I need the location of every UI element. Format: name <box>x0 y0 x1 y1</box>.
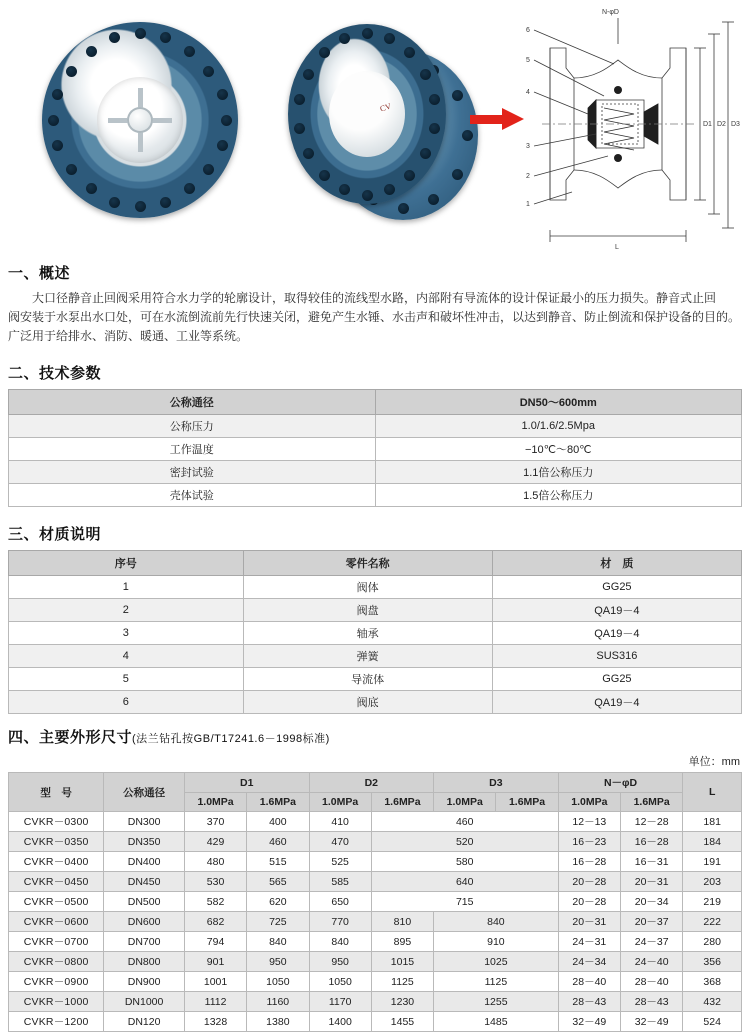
material-cell: QA19－4 <box>492 691 741 714</box>
dim-cell: DN800 <box>104 952 185 972</box>
dim-cell: 28－40 <box>558 972 620 992</box>
svg-text:2: 2 <box>526 173 530 180</box>
material-cell: QA19－4 <box>492 599 741 622</box>
dim-cell: CVKR－0800 <box>9 952 104 972</box>
material-cell: 阀体 <box>243 576 492 599</box>
dimensions-heading-note: (法兰钻孔按GB/T17241.6－1998标准) <box>132 733 330 745</box>
section-heading-dimensions <box>8 726 750 747</box>
dimensions-heading-text: 四、主要外形尺寸 <box>8 729 133 746</box>
dim-col-d1: D1 <box>184 773 309 793</box>
dim-cell: 895 <box>371 932 433 952</box>
overview-paragraph-2 <box>8 308 742 327</box>
dimensions-table <box>8 772 742 1032</box>
dim-cell: 1015 <box>371 952 433 972</box>
dim-cell: DN500 <box>104 892 185 912</box>
dim-cell: 24－34 <box>558 952 620 972</box>
dim-col-dn: 公称通径 <box>104 773 185 812</box>
dim-sub-7: 1.6MPa <box>620 793 682 812</box>
valve-photo-front <box>42 22 238 218</box>
table-row <box>9 484 742 507</box>
dim-cell: 460 <box>371 812 558 832</box>
svg-text:5: 5 <box>526 57 530 64</box>
table-row <box>9 912 742 932</box>
dim-cell: 715 <box>371 892 558 912</box>
table-row-header <box>9 551 742 576</box>
tech-value-2: −10℃～80℃ <box>375 438 742 461</box>
svg-text:D2: D2 <box>717 121 726 128</box>
material-cell: 3 <box>9 622 244 645</box>
dim-cell: 432 <box>683 992 742 1012</box>
dim-cell: 515 <box>247 852 309 872</box>
dim-cell: 20－28 <box>558 892 620 912</box>
dim-cell: 429 <box>184 832 246 852</box>
material-cell: 导流体 <box>243 668 492 691</box>
dim-cell: CVKR－0450 <box>9 872 104 892</box>
dim-cell: 16－31 <box>620 852 682 872</box>
svg-text:L: L <box>615 244 619 251</box>
svg-text:4: 4 <box>526 89 530 96</box>
dim-sub-0: 1.0MPa <box>184 793 246 812</box>
table-row-header <box>9 773 742 793</box>
dim-cell: 1170 <box>309 992 371 1012</box>
overview-text-2: 阀安装于水泵出水口处，可在水流倒流前先行快速关闭，避免产生水锤、水击声和破坏性冲击，以达到静音、防止倒流和保护设备的目的。 <box>8 310 741 324</box>
dim-cell: 1025 <box>434 952 559 972</box>
table-row <box>9 1012 742 1032</box>
dim-sub-2: 1.0MPa <box>309 793 371 812</box>
valve-body-marking: CV <box>378 101 392 114</box>
material-cell: 阀底 <box>243 691 492 714</box>
dim-col-l: L <box>683 773 742 812</box>
dim-cell: DN400 <box>104 852 185 872</box>
dim-cell: 840 <box>247 932 309 952</box>
dim-col-model: 型 号 <box>9 773 104 812</box>
dim-cell: 585 <box>309 872 371 892</box>
dim-cell: 1125 <box>434 972 559 992</box>
dim-cell: 191 <box>683 852 742 872</box>
overview-text-3: 广泛用于给排水、消防、暖通、工业等系统。 <box>8 329 249 343</box>
dim-cell: 770 <box>309 912 371 932</box>
dim-cell: 565 <box>247 872 309 892</box>
dim-cell: 32－49 <box>558 1012 620 1032</box>
dim-cell: 28－40 <box>620 972 682 992</box>
valve-photo-front-small <box>288 24 446 204</box>
dim-cell: 219 <box>683 892 742 912</box>
material-cell: 2 <box>9 599 244 622</box>
table-row <box>9 832 742 852</box>
table-row <box>9 691 742 714</box>
table-row <box>9 932 742 952</box>
dim-col-d3: D3 <box>434 773 559 793</box>
table-row <box>9 852 742 872</box>
dim-sub-6: 1.0MPa <box>558 793 620 812</box>
dim-cell: 24－31 <box>558 932 620 952</box>
dim-cell: 1112 <box>184 992 246 1012</box>
product-image-band <box>0 0 750 262</box>
dim-sub-4: 1.0MPa <box>434 793 496 812</box>
dim-cell: 1160 <box>247 992 309 1012</box>
dim-cell: 12－28 <box>620 812 682 832</box>
dim-cell: 910 <box>434 932 559 952</box>
table-row <box>9 438 742 461</box>
dim-cell: 470 <box>309 832 371 852</box>
dim-cell: 400 <box>247 812 309 832</box>
material-cell: 阀盘 <box>243 599 492 622</box>
material-cell: QA19－4 <box>492 622 741 645</box>
table-row <box>9 576 742 599</box>
tech-label-1: 公称压力 <box>9 415 376 438</box>
table-row <box>9 972 742 992</box>
material-col-1: 零件名称 <box>243 551 492 576</box>
dim-cell: CVKR－0350 <box>9 832 104 852</box>
overview-text-1: 大口径静音止回阀采用符合水力学的轮廓设计，取得较佳的流线型水路，内部附有导流体的设计保证最小的压力损失。静音式止回 <box>32 291 717 305</box>
dim-cell: 525 <box>309 852 371 872</box>
table-row <box>9 599 742 622</box>
table-row-header <box>9 390 742 415</box>
dim-cell: 12－13 <box>558 812 620 832</box>
dim-cell: 1001 <box>184 972 246 992</box>
tech-params-table <box>8 389 742 507</box>
dim-cell: 1455 <box>371 1012 433 1032</box>
material-col-0: 序号 <box>9 551 244 576</box>
dim-cell: 280 <box>683 932 742 952</box>
dim-cell: 901 <box>184 952 246 972</box>
dim-cell: CVKR－0300 <box>9 812 104 832</box>
overview-paragraph-1 <box>8 289 742 308</box>
material-cell: 1 <box>9 576 244 599</box>
dim-cell: 840 <box>309 932 371 952</box>
material-cell: 弹簧 <box>243 645 492 668</box>
dim-cell: CVKR－1000 <box>9 992 104 1012</box>
valve-cross-section-drawing <box>518 4 746 256</box>
material-cell: GG25 <box>492 668 741 691</box>
svg-text:D1: D1 <box>703 121 712 128</box>
dimensions-units-label: 单位：mm <box>688 756 740 768</box>
tech-label-3: 密封试验 <box>9 461 376 484</box>
dim-cell: 1050 <box>247 972 309 992</box>
material-table <box>8 550 742 714</box>
dim-cell: 356 <box>683 952 742 972</box>
table-row <box>9 992 742 1012</box>
overview-paragraph-3 <box>8 327 742 346</box>
dim-sub-3: 1.6MPa <box>371 793 433 812</box>
dim-cell: 1230 <box>371 992 433 1012</box>
table-row <box>9 622 742 645</box>
table-row <box>9 952 742 972</box>
tech-value-1: 1.0/1.6/2.5Mpa <box>375 415 742 438</box>
dim-cell: 368 <box>683 972 742 992</box>
dim-cell: 1380 <box>247 1012 309 1032</box>
dim-sub-1: 1.6MPa <box>247 793 309 812</box>
dim-cell: 184 <box>683 832 742 852</box>
dim-cell: CVKR－0700 <box>9 932 104 952</box>
section-heading-material: 三、材质说明 <box>8 526 102 543</box>
svg-text:1: 1 <box>526 201 530 208</box>
dim-cell: 24－40 <box>620 952 682 972</box>
dim-cell: 16－23 <box>558 832 620 852</box>
dim-cell: DN450 <box>104 872 185 892</box>
svg-text:D3: D3 <box>731 121 740 128</box>
svg-text:6: 6 <box>526 27 530 34</box>
table-row <box>9 812 742 832</box>
dim-cell: 222 <box>683 912 742 932</box>
material-cell: GG25 <box>492 576 741 599</box>
valve-disc-small <box>329 71 405 157</box>
dim-cell: 20－34 <box>620 892 682 912</box>
valve-photo-pair <box>282 16 474 228</box>
dim-cell: 725 <box>247 912 309 932</box>
dim-cell: 1485 <box>434 1012 559 1032</box>
dim-cell: 181 <box>683 812 742 832</box>
dim-cell: DN120 <box>104 1012 185 1032</box>
dim-cell: 20－37 <box>620 912 682 932</box>
material-col-2: 材 质 <box>492 551 741 576</box>
dim-cell: 460 <box>247 832 309 852</box>
dim-cell: DN900 <box>104 972 185 992</box>
dim-cell: 410 <box>309 812 371 832</box>
section-heading-tech: 二、技术参数 <box>8 365 102 382</box>
dim-cell: DN600 <box>104 912 185 932</box>
dim-cell: 530 <box>184 872 246 892</box>
tech-label-4: 壳体试验 <box>9 484 376 507</box>
material-cell: 5 <box>9 668 244 691</box>
dim-cell: 20－31 <box>620 872 682 892</box>
material-cell: 4 <box>9 645 244 668</box>
dim-cell: 480 <box>184 852 246 872</box>
dim-cell: CVKR－0400 <box>9 852 104 872</box>
table-row <box>9 461 742 484</box>
dim-cell: 1255 <box>434 992 559 1012</box>
dim-cell: 20－31 <box>558 912 620 932</box>
dim-cell: CVKR－1200 <box>9 1012 104 1032</box>
dim-cell: 682 <box>184 912 246 932</box>
dim-sub-5: 1.6MPa <box>496 793 558 812</box>
tech-value-4: 1.5倍公称压力 <box>375 484 742 507</box>
table-row <box>9 872 742 892</box>
dim-cell: 1125 <box>371 972 433 992</box>
dim-cell: 640 <box>371 872 558 892</box>
dim-cell: CVKR－0500 <box>9 892 104 912</box>
dim-cell: 24－37 <box>620 932 682 952</box>
dim-cell: 524 <box>683 1012 742 1032</box>
section-heading-overview: 一、概述 <box>8 265 71 282</box>
dim-cell: 32－49 <box>620 1012 682 1032</box>
table-row <box>9 892 742 912</box>
dim-cell: 950 <box>309 952 371 972</box>
dim-cell: 1400 <box>309 1012 371 1032</box>
material-cell: SUS316 <box>492 645 741 668</box>
dim-cell: 16－28 <box>558 852 620 872</box>
table-row <box>9 668 742 691</box>
dim-cell: 1328 <box>184 1012 246 1032</box>
dim-cell: DN700 <box>104 932 185 952</box>
dim-cell: 620 <box>247 892 309 912</box>
material-cell: 6 <box>9 691 244 714</box>
dim-cell: 16－28 <box>620 832 682 852</box>
tech-label-2: 工作温度 <box>9 438 376 461</box>
dim-cell: 28－43 <box>620 992 682 1012</box>
dim-cell: CVKR－0900 <box>9 972 104 992</box>
dim-cell: DN350 <box>104 832 185 852</box>
tech-label-0: 公称通径 <box>9 390 376 415</box>
dim-col-d2: D2 <box>309 773 434 793</box>
dim-cell: 794 <box>184 932 246 952</box>
material-cell: 轴承 <box>243 622 492 645</box>
table-row <box>9 415 742 438</box>
dim-cell: 840 <box>434 912 559 932</box>
dim-cell: 582 <box>184 892 246 912</box>
svg-text:N-φD: N-φD <box>602 9 619 16</box>
dim-cell: DN1000 <box>104 992 185 1012</box>
dim-cell: 520 <box>371 832 558 852</box>
tech-value-3: 1.1倍公称压力 <box>375 461 742 484</box>
dim-cell: 20－28 <box>558 872 620 892</box>
dim-cell: 28－43 <box>558 992 620 1012</box>
dim-cell: DN300 <box>104 812 185 832</box>
svg-text:3: 3 <box>526 143 530 150</box>
dim-cell: 810 <box>371 912 433 932</box>
dim-col-nd: N－φD <box>558 773 683 793</box>
dim-cell: 650 <box>309 892 371 912</box>
dim-cell: 203 <box>683 872 742 892</box>
dim-cell: 370 <box>184 812 246 832</box>
valve-stem-center <box>127 107 153 133</box>
table-row <box>9 645 742 668</box>
dim-cell: 950 <box>247 952 309 972</box>
cross-section-svg <box>518 4 746 256</box>
dim-cell: 580 <box>371 852 558 872</box>
dim-cell: 1050 <box>309 972 371 992</box>
tech-value-0: DN50～600mm <box>375 390 742 415</box>
dim-cell: CVKR－0600 <box>9 912 104 932</box>
